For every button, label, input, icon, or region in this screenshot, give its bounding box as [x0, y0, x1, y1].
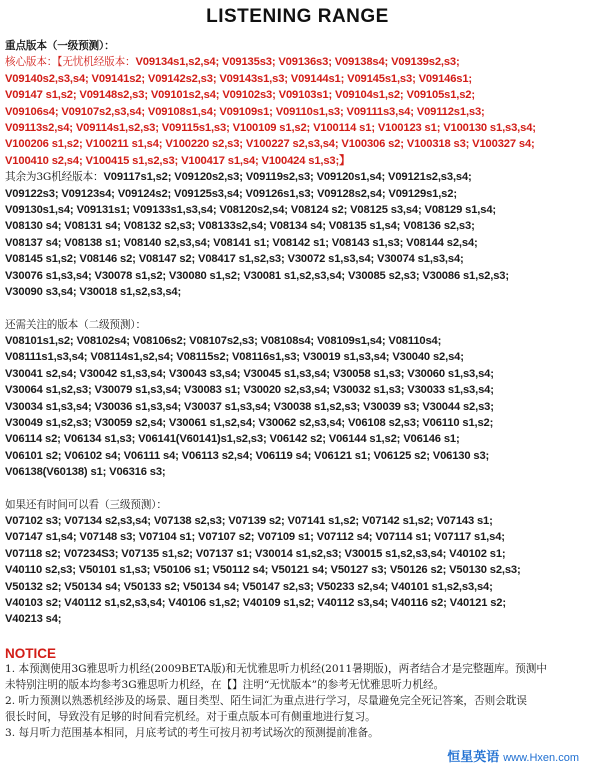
other-label: 其余为3G机经版本：	[5, 171, 104, 184]
core-line: V100410 s2,s4; V100415 s1,s2,s3; V100417 s1,s4; V100424 s1,s3;】	[5, 154, 351, 167]
other-line: V08145 s1,s2; V08146 s2; V08147 s2; V08417 s1,s2,s3; V30072 s1,s3,s4; V30074 s1,s3,s4;	[5, 253, 464, 266]
level3-line: V07147 s1,s4; V07148 s3; V07104 s1; V07107 s2; V07109 s1; V07112 s4; V07114 s1; V07117 s1,s4;	[5, 531, 505, 544]
other-line: V08137 s4; V08138 s1; V08140 s2,s3,s4; V08141 s1; V08142 s1; V08143 s1,s3; V08144 s2,s4;	[5, 236, 478, 249]
level3-line: V07118 s2; V07234S3; V07135 s1,s2; V07137 s1; V30014 s1,s2,s3; V30015 s1,s2,s3,s4; V40102 s1;	[5, 547, 506, 560]
level2-line: V08111s1,s3,s4; V08114s1,s2,s4; V08115s2; V08116s1,s3; V30019 s1,s3,s4; V30040 s2,s4;	[5, 351, 464, 364]
watermark-brand: 恒星英语	[447, 749, 500, 764]
core-line-1	[5, 54, 590, 70]
spacer	[5, 481, 590, 497]
level2-line: V08101s1,s2; V08102s4; V08106s2; V08107s2,s3; V08108s4; V08109s1,s4; V08110s4;	[5, 334, 442, 347]
level2-section	[5, 317, 590, 481]
core-line: V09106s4; V09107s2,s3,s4; V09108s1,s4; V09109s1; V09110s1,s3; V09111s3,s4; V09112s1,s3;	[5, 105, 485, 118]
level2-line: V30049 s1,s2,s3; V30059 s2,s4; V30061 s1,s2,s4; V30062 s2,s3,s4; V06108 s2,s3; V06110 s1,s2;	[5, 416, 494, 429]
core-label: 核心版本：【无忧机经版本：	[5, 56, 136, 69]
level2-line: V30034 s1,s3,s4; V30036 s1,s3,s4; V30037 s1,s3,s4; V30038 s1,s2,s3; V30039 s3; V30044 s2,s3;	[5, 400, 494, 413]
core-codes: V09134s1,s2,s4; V09135s3; V09136s3; V09138s4; V09139s2,s3;	[135, 56, 460, 69]
level1-section	[5, 38, 590, 301]
level3-line: V40213 s4;	[5, 613, 62, 626]
notice-line: 未特别注明的版本均参考3G雅思听力机经，在【】注明“无忧版本”的参考无忧雅思听力机经。	[5, 678, 445, 691]
core-line: V100206 s1,s2; V100211 s1,s4; V100220 s2,s3; V100227 s2,s3,s4; V100306 s2; V100318 s3; V100327 s4;	[5, 138, 535, 151]
spacer	[5, 301, 590, 317]
level3-line: V40103 s2; V40112 s1,s2,s3,s4; V40106 s1,s2; V40109 s1,s2; V40112 s3,s4; V40116 s2; V40121 s2;	[5, 597, 506, 609]
level3-line: V50132 s2; V50134 s4; V50133 s2; V50134 s4; V50147 s2,s3; V50233 s2,s4; V40101 s1,s2,s3,s4;	[5, 580, 493, 593]
page-title: LISTENING RANGE	[206, 6, 389, 27]
site-watermark	[444, 746, 582, 765]
core-line: V09147 s1,s2; V09148s2,s3; V09101s2,s4; V09102s3; V09103s1; V09104s1,s2; V09105s1,s2;	[5, 89, 475, 102]
level2-line: V06101 s2; V06102 s4; V06111 s4; V06113 s2,s4; V06119 s4; V06121 s1; V06125 s2; V06130 s3;	[5, 449, 490, 462]
notice-title: NOTICE	[5, 645, 57, 661]
notice-line: 1. 本预测使用3G雅思听力机经(2009BETA版)和无忧雅思听力机经(2011暑期版)，两者结合才是完整题库。预测中	[5, 662, 547, 675]
level2-line: V06138(V60138) s1; V06316 s3;	[5, 466, 166, 479]
notice-line: 很长时间，导致没有足够的时间看完机经。对于重点版本可有侧重地进行复习。	[5, 710, 376, 723]
notice-line: 3. 每月听力范围基本相同，月底考试的考生可按月初考试场次的预测提前准备。	[5, 726, 379, 739]
other-line: V30076 s1,s3,s4; V30078 s1,s2; V30080 s1,s2; V30081 s1,s2,s3,s4; V30085 s2,s3; V30086 s1,s2,s3;	[5, 269, 509, 282]
level2-line: V06114 s2; V06134 s1,s3; V06141(V60141)s1,s2,s3; V06142 s2; V06144 s1,s2; V06146 s1;	[5, 433, 460, 446]
core-line: V09113s2,s4; V09114s1,s2,s3; V09115s1,s3; V100109 s1,s2; V100114 s1; V100123 s1; V100130 s1,s3,s4;	[5, 122, 536, 135]
level3-heading: 如果还有时间可以看（三级预测）：	[5, 498, 167, 511]
level1-heading: 重点版本（一级预测）：	[5, 40, 115, 52]
notice-body	[5, 661, 590, 741]
other-line: V30090 s3,s4; V30018 s1,s2,s3,s4;	[5, 286, 182, 299]
level3-line: V40110 s2,s3; V50101 s1,s3; V50106 s1; V50112 s4; V50121 s4; V50127 s3; V50126 s2; V50130 s2,s3;	[5, 564, 521, 577]
other-line: V09130s1,s4; V09131s1; V09133s1,s3,s4; V08120s2,s4; V08124 s2; V08125 s3,s4; V08129 s1,s4;	[5, 204, 496, 217]
level2-heading: 还需关注的版本（二级预测）：	[5, 318, 146, 331]
core-line: V09140s2,s3,s4; V09141s2; V09142s2,s3; V09143s1,s3; V09144s1; V09145s1,s3; V09146s1;	[5, 72, 472, 85]
other-codes: V09117s1,s2; V09120s2,s3; V09119s2,s3; V09120s1,s4; V09121s2,s3,s4;	[103, 171, 472, 184]
other-line: V09122s3; V09123s4; V09124s2; V09125s3,s4; V09126s1,s3; V09128s2,s4; V09129s1,s2;	[5, 187, 457, 200]
other-line-1	[5, 169, 590, 185]
notice-line: 2. 听力预测以熟悉机经涉及的场景、题目类型、陌生词汇为重点进行学习，尽量避免完全死记答案，否则会耽误	[5, 694, 527, 707]
watermark-url: www.Hxen.com	[503, 752, 579, 764]
level2-line: V30064 s1,s2,s3; V30079 s1,s3,s4; V30083 s1; V30020 s2,s3,s4; V30032 s1,s3; V30033 s1,s3,s4;	[5, 384, 494, 397]
other-line: V08130 s4; V08131 s4; V08132 s2,s3; V08133s2,s4; V08134 s4; V08135 s1,s4; V08136 s2,s3;	[5, 220, 475, 233]
level3-line: V07102 s3; V07134 s2,s3,s4; V07138 s2,s3; V07139 s2; V07141 s1,s2; V07142 s1,s2; V07143 s1;	[5, 514, 493, 527]
level2-line: V30041 s2,s4; V30042 s1,s3,s4; V30043 s3,s4; V30045 s1,s3,s4; V30058 s1,s3; V30060 s1,s3,s4;	[5, 367, 494, 380]
level3-section	[5, 497, 590, 628]
